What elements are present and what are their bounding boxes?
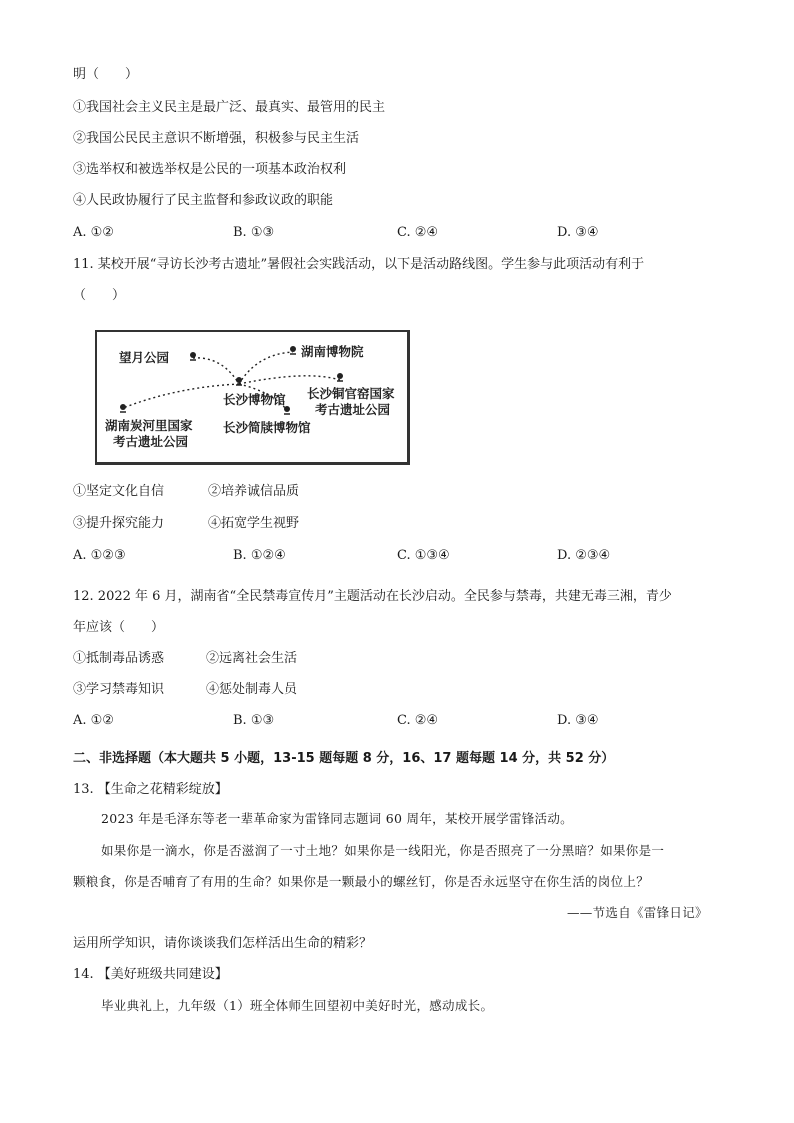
location-pin-icon xyxy=(235,377,243,387)
location-pin-icon xyxy=(336,373,344,383)
location-pin-icon xyxy=(189,352,197,362)
q14-material-intro: 毕业典礼上，九年级（1）班全体师生回望初中美好时光，感动成长。 xyxy=(101,998,494,1013)
q10-option-c: C. ②④ xyxy=(397,225,439,240)
map-label-tanheli-2: 考古遗址公园 xyxy=(113,434,189,449)
location-pin-icon xyxy=(119,404,127,414)
q10-option-d: D. ③④ xyxy=(557,225,599,240)
q11-item-3: ③提升探究能力 xyxy=(73,516,165,531)
q12-stem: 12. 2022 年 6 月，湖南省“全民禁毒宣传月”主题活动在长沙启动。全民参与禁毒，共建无毒三湘，青少 xyxy=(73,589,672,604)
q12-option-a: A. ①② xyxy=(73,713,114,728)
route-map xyxy=(95,330,410,465)
q12-item-3: ③学习禁毒知识 xyxy=(73,682,165,697)
q11-option-b: B. ①②④ xyxy=(233,548,286,563)
q12-stem-continuation: 年应该（ ） xyxy=(73,620,165,635)
q13-question: 运用所学知识，请你谈谈我们怎样活出生命的精彩？ xyxy=(73,936,373,951)
q13-material-line-2: 颗粮食，你是否哺育了有用的生命？如果你是一颗最小的螺丝钉，你是否永远坚守在你生活的岗位上？ xyxy=(73,874,650,889)
q10-stem-continuation: 明（ ） xyxy=(73,67,139,82)
q13-material-intro: 2023 年是毛泽东等老一辈革命家为雷锋同志题词 60 周年，某校开展学雷锋活动。 xyxy=(101,811,573,826)
map-label-changsha-museum: 长沙博物馆 xyxy=(223,392,286,407)
map-label-tongguan-kiln-1: 长沙铜官窑国家 xyxy=(307,386,395,401)
q10-item-3: ③选举权和被选举权是公民的一项基本政治权利 xyxy=(73,162,347,177)
q10-option-a: A. ①② xyxy=(73,225,114,240)
q11-answer-paren: （ ） xyxy=(73,288,126,303)
q12-item-2: ②远离社会生活 xyxy=(206,651,298,666)
q10-item-2: ②我国公民民主意识不断增强，积极参与民主生活 xyxy=(73,131,360,146)
map-label-tongguan-kiln-2: 考古遗址公园 xyxy=(315,402,391,417)
q12-option-d: D. ③④ xyxy=(557,713,599,728)
q11-item-2: ②培养诚信品质 xyxy=(208,484,300,499)
q12-item-4: ④惩处制毒人员 xyxy=(206,682,298,697)
q12-item-1: ①抵制毒品诱惑 xyxy=(73,651,165,666)
location-pin-icon xyxy=(289,346,297,356)
map-label-jiandu-museum: 长沙简牍博物馆 xyxy=(223,420,311,435)
q11-item-4: ④拓宽学生视野 xyxy=(208,516,300,531)
q10-item-4: ④人民政协履行了民主监督和参政议政的职能 xyxy=(73,193,334,208)
q13-material-line-1: 如果你是一滴水，你是否滋润了一寸土地？如果你是一线阳光，你是否照亮了一分黑暗？如果你是一 xyxy=(101,843,665,858)
q11-option-c: C. ①③④ xyxy=(397,548,450,563)
q12-option-c: C. ②④ xyxy=(397,713,439,728)
route-line-tanheli xyxy=(123,384,239,408)
q11-stem: 11. 某校开展“寻访长沙考古遗址”暑假社会实践活动，以下是活动路线图。学生参与此项活动有利于 xyxy=(73,257,645,272)
map-label-tanheli-1: 湖南炭河里国家 xyxy=(105,418,193,433)
q11-option-d: D. ②③④ xyxy=(557,548,611,563)
route-line-wangyue xyxy=(193,358,239,384)
map-label-wangyue-park: 望月公园 xyxy=(119,350,170,365)
map-label-hunan-museum: 湖南博物院 xyxy=(301,344,364,359)
q14-title: 14. 【美好班级共同建设】 xyxy=(73,967,228,982)
route-line-tongguan xyxy=(239,376,340,384)
q11-option-a: A. ①②③ xyxy=(73,548,126,563)
q10-option-b: B. ①③ xyxy=(233,225,275,240)
q12-option-b: B. ①③ xyxy=(233,713,275,728)
route-line-hunan-museum xyxy=(239,352,293,384)
q13-source: ——节选自《雷锋日记》 xyxy=(567,905,708,920)
section-heading: 二、非选择题（本大题共 5 小题，13-15 题每题 8 分，16、17 题每题 14 分，共 52 分） xyxy=(73,751,615,766)
q13-title: 13. 【生命之花精彩绽放】 xyxy=(73,782,228,797)
q10-item-1: ①我国社会主义民主是最广泛、最真实、最管用的民主 xyxy=(73,100,386,115)
q11-item-1: ①坚定文化自信 xyxy=(73,484,165,499)
